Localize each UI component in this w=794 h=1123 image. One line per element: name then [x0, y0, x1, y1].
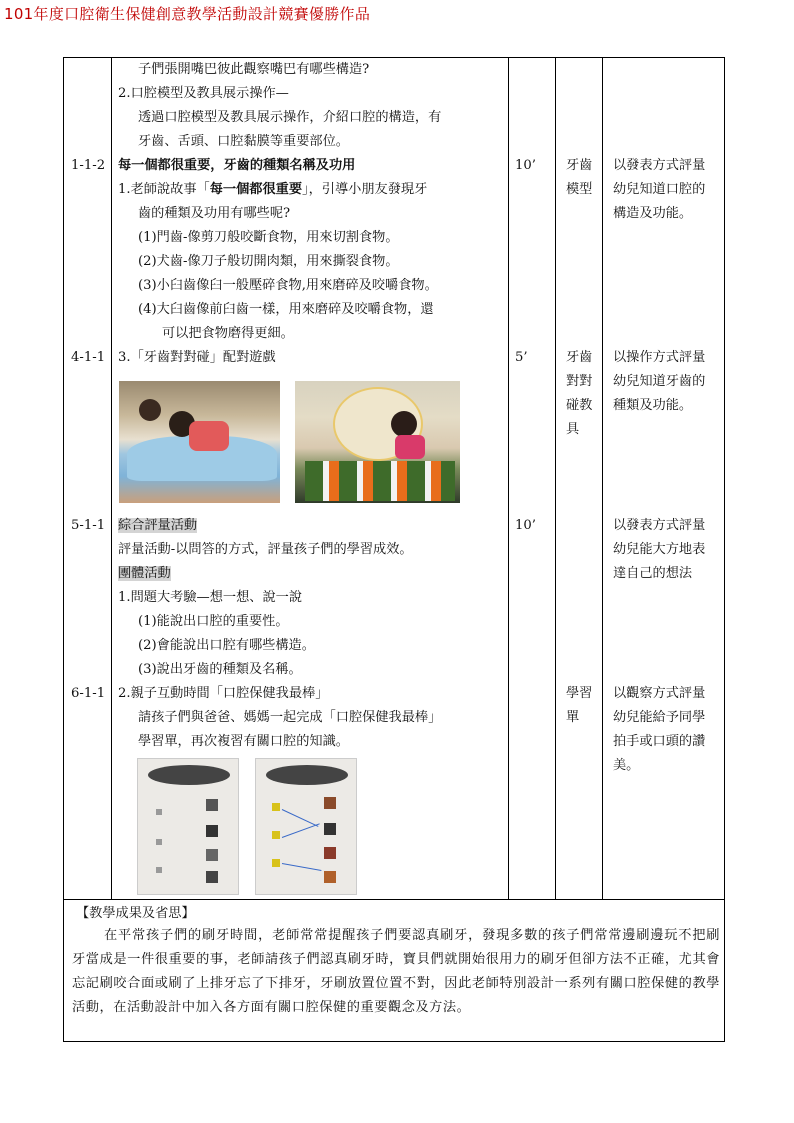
activity-line: 牙齒、舌頭、口腔黏膜等重要部位。	[138, 134, 349, 149]
table-column-divider	[602, 58, 603, 899]
section-label: 綜合評量活動	[118, 518, 198, 533]
worksheet-item	[156, 809, 162, 815]
worksheet-item	[272, 859, 280, 867]
resource-line: 牙齒	[566, 158, 593, 173]
classroom-photo-matching-game	[119, 381, 280, 503]
worksheet-item	[272, 803, 280, 811]
activity-time: 10’	[515, 518, 536, 533]
reflection-title: 【教學成果及省思】	[76, 906, 195, 921]
worksheet-item	[206, 799, 218, 811]
activity-evaluation: 以操作方式評量幼兒知道牙齒的種類及功能。	[613, 350, 706, 413]
resource-line: 對對	[566, 374, 593, 389]
activity-line: 可以把食物磨得更細。	[162, 326, 294, 341]
worksheet-line	[282, 823, 320, 838]
table-column-divider	[508, 58, 509, 899]
photo-detail	[395, 435, 425, 459]
activity-heading: 每一個都很重要，牙齒的種類名稱及功用	[118, 158, 356, 173]
worksheet-line	[282, 809, 319, 827]
activity-evaluation: 以觀察方式評量幼兒能給予同學拍手或口頭的讚美。	[613, 686, 706, 773]
activity-time: 5’	[515, 350, 528, 365]
activity-resource	[566, 682, 592, 730]
activity-evaluation: 以發表方式評量幼兒知道口腔的構造及功能。	[613, 158, 706, 221]
worksheet-item	[324, 797, 336, 809]
activity-line: 齒的種類及功用有哪些呢?	[138, 206, 291, 221]
indicator-code: 4-1-1	[71, 350, 106, 365]
activity-line: (1)門齒-像剪刀般咬斷食物，用來切割食物。	[138, 230, 399, 245]
worksheet-item	[206, 849, 218, 861]
activity-line: 請孩子們與爸爸、媽媽一起完成「口腔保健我最棒」	[138, 710, 442, 725]
lesson-table	[63, 57, 725, 1042]
worksheet-line	[282, 863, 322, 871]
activity-line: 2.親子互動時間「口腔保健我最棒」	[118, 686, 329, 701]
indicator-code: 1-1-2	[71, 158, 106, 173]
activity-evaluation: 以發表方式評量幼兒能大方地表達自己的想法	[613, 518, 706, 581]
indicator-code: 6-1-1	[71, 686, 106, 701]
resource-line: 牙齒	[566, 350, 593, 365]
activity-line	[118, 178, 427, 202]
line-text: 1.老師說故事「	[118, 182, 210, 197]
photo-detail	[305, 461, 455, 501]
indicator-code: 5-1-1	[71, 518, 106, 533]
worksheet-photo-1	[137, 758, 239, 895]
photo-detail	[139, 399, 161, 421]
section-label: 團體活動	[118, 566, 171, 581]
activity-line: (2)犬齒-像刀子般切開肉類，用來撕裂食物。	[138, 254, 399, 269]
activity-line: 子們張開嘴巴彼此觀察嘴巴有哪些構造?	[138, 62, 370, 77]
activity-line: 透過口腔模型及教具展示操作，介紹口腔的構造，有	[138, 110, 442, 125]
reflection-text: 在平常孩子們的刷牙時間，老師常常提醒孩子們要認真刷牙，發現多數的孩子們常常邊刷邊玩不把刷牙當成是一件很重要的事，老師請孩子們認真刷牙時，寶貝們就開始很用力的刷牙但卻方法不正確，尤其會忘記刷咬合面或刷了上排牙忘了下排牙，牙刷放置位置不對，因此老師特別設計一系列有關口腔保健的教學活動，在活動設計中加入各方面有關口腔保健的重要觀念及方法。	[72, 928, 720, 1015]
worksheet-item	[272, 831, 280, 839]
activity-time: 10’	[515, 158, 536, 173]
activity-line: (4)大臼齒像前臼齒一樣，用來磨碎及咬嚼食物，還	[138, 302, 434, 317]
activity-line: (3)說出牙齒的種類及名稱。	[138, 662, 302, 677]
resource-line: 碰教	[566, 398, 593, 413]
worksheet-item	[206, 825, 218, 837]
activity-line	[118, 514, 197, 538]
activity-line	[118, 562, 171, 586]
classroom-photo-group	[295, 381, 460, 503]
activity-line: 評量活動-以問答的方式，評量孩子們的學習成效。	[118, 542, 413, 557]
activity-line: (3)小臼齒像臼一般壓碎食物,用來磨碎及咬嚼食物。	[138, 278, 438, 293]
activity-line: 學習單，再次複習有關口腔的知識。	[138, 734, 349, 749]
table-column-divider	[111, 58, 112, 899]
worksheet-item	[324, 847, 336, 859]
worksheet-item	[156, 867, 162, 873]
worksheet-item	[156, 839, 162, 845]
resource-line: 模型	[566, 182, 593, 197]
photo-detail	[189, 421, 229, 451]
redaction-blob	[266, 765, 348, 785]
activity-resource	[566, 346, 592, 442]
worksheet-item	[324, 871, 336, 883]
line-text: 」，引導小朋友發現牙	[302, 182, 428, 197]
activity-line: (1)能說出口腔的重要性。	[138, 614, 289, 629]
resource-line: 單	[566, 710, 580, 725]
activity-line: (2)會能說出口腔有哪些構造。	[138, 638, 315, 653]
activity-line: 2.口腔模型及教具展示操作—	[118, 86, 289, 101]
worksheet-item	[324, 823, 336, 835]
table-column-divider	[555, 58, 556, 899]
activity-line: 1.問題大考驗—想一想、說一說	[118, 590, 303, 605]
document-header-title: 101年度口腔衛生保健創意教學活動設計競賽優勝作品	[4, 5, 371, 23]
photo-detail	[391, 411, 417, 437]
resource-line: 具	[566, 422, 580, 437]
redaction-blob	[148, 765, 230, 785]
activity-resource	[566, 154, 592, 202]
story-title: 每一個都很重要	[209, 182, 303, 197]
activity-line: 3.「牙齒對對碰」配對遊戲	[118, 350, 276, 365]
worksheet-item	[206, 871, 218, 883]
resource-line: 學習	[566, 686, 593, 701]
table-row-divider	[64, 899, 724, 900]
worksheet-photo-2	[255, 758, 357, 895]
